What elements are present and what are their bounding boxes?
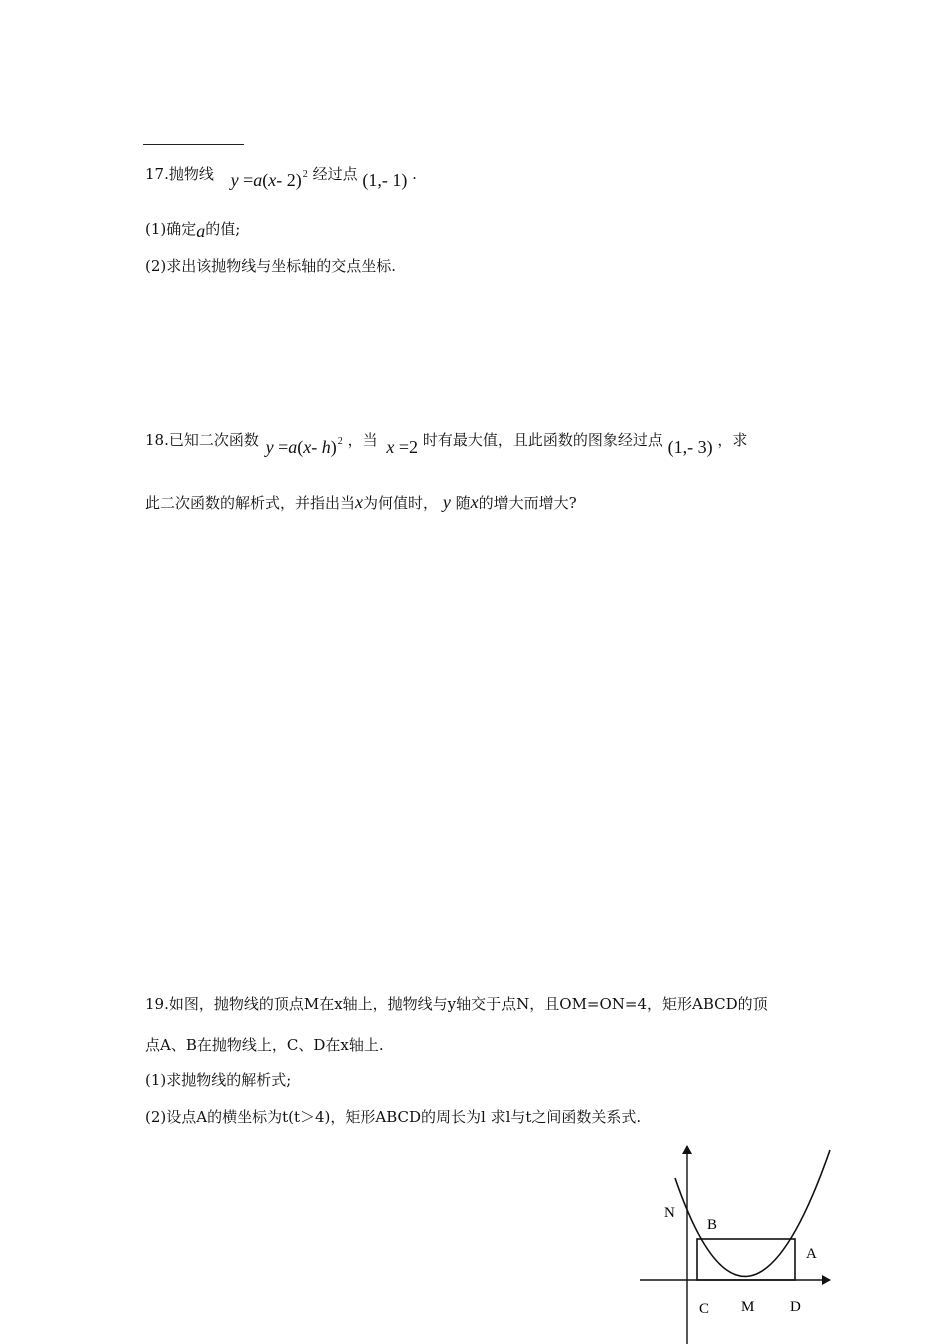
q18-end: ，求 bbox=[717, 431, 748, 449]
q17-statement bbox=[145, 164, 417, 190]
label-D: D bbox=[790, 1299, 801, 1315]
label-N: N bbox=[664, 1205, 675, 1221]
q18-cond: x =2 bbox=[386, 437, 419, 457]
q18-intro: 18.已知二次函数 bbox=[145, 431, 259, 449]
label-M: M bbox=[741, 1299, 755, 1315]
q18-line2: 此二次函数的解析式，并指出当x为何值时， y 随x的增大而增大? bbox=[145, 492, 577, 512]
q18-statement bbox=[145, 430, 748, 457]
q18-formula: y =a(x- h)$^2$ bbox=[265, 436, 343, 457]
q17-mid: 经过点 bbox=[312, 165, 358, 183]
label-C: C bbox=[699, 1301, 710, 1317]
q17-end: . bbox=[412, 165, 417, 183]
parabola-figure bbox=[635, 1140, 835, 1344]
q19-part1: (1)求抛物线的解析式; bbox=[145, 1071, 292, 1089]
q17-point: (1,- 1) bbox=[362, 170, 408, 190]
q17-part2: (2)求出该抛物线与坐标轴的交点坐标. bbox=[145, 257, 397, 275]
q19-line1: 19.如图，抛物线的顶点M在x轴上，抛物线与y轴交于点N，且OM=ON=4，矩形ABCD的顶 bbox=[145, 995, 768, 1013]
rectangle-abcd bbox=[697, 1239, 795, 1280]
q17-intro: 17.抛物线 bbox=[145, 165, 214, 183]
q17-part1: (1)确定a的值; bbox=[145, 220, 241, 241]
footnote-rule bbox=[143, 144, 244, 145]
q18-point: (1,- 3) bbox=[667, 437, 713, 457]
label-A: A bbox=[806, 1246, 817, 1262]
label-B: B bbox=[707, 1217, 718, 1233]
q19-line2: 点A、B在抛物线上，C、D在x轴上. bbox=[145, 1036, 384, 1054]
q18-comma: ，当 bbox=[347, 431, 378, 449]
q17-formula: y =a(x- 2)$^2$ bbox=[230, 169, 308, 190]
q19-part2: (2)设点A的横坐标为t(t＞4)，矩形ABCD的周长为l 求l与t之间函数关系式. bbox=[145, 1108, 642, 1126]
q18-mid: 时有最大值，且此函数的图象经过点 bbox=[422, 431, 663, 449]
